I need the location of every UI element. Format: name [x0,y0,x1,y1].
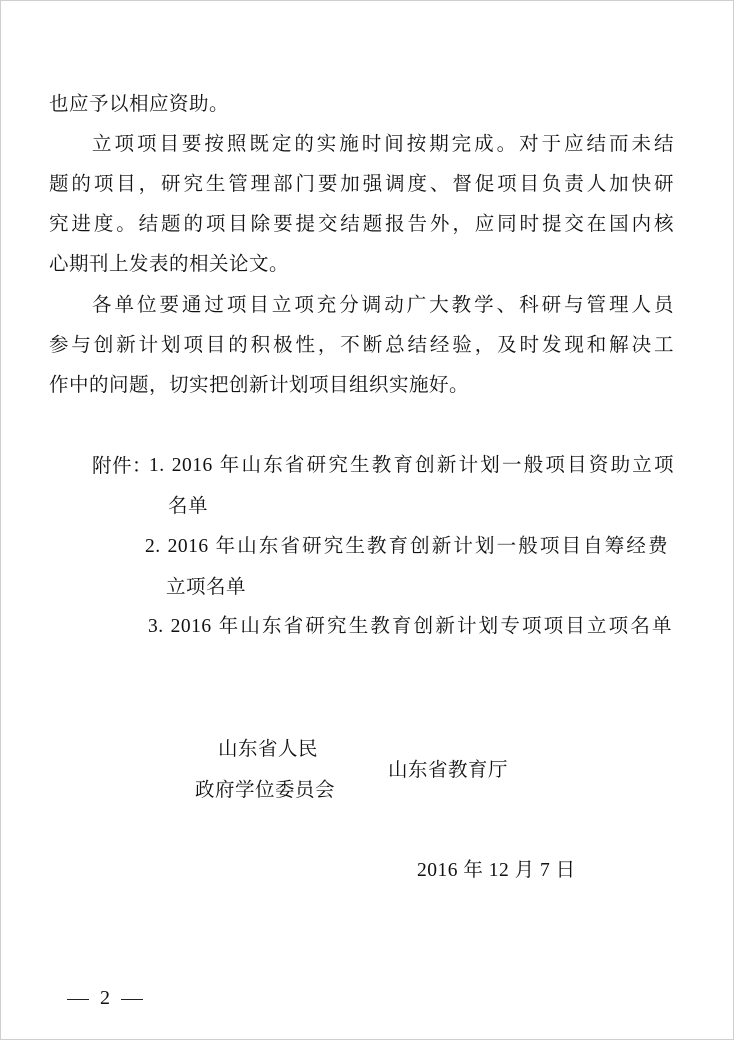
page-number: 2 [100,987,110,1009]
paragraph-2-line-1: 立项项目要按照既定的实施时间按期完成。对于应结而未结 [92,132,674,155]
paragraph-3-line-3: 作中的问题，切实把创新计划项目组织实施好。 [49,373,470,396]
attachments-label: 附件： [92,454,153,477]
paragraph-2-line-2: 题的项目，研究生管理部门要加强调度、督促项目负责人加快研 [49,172,674,195]
issuer-2: 山东省教育厅 [388,758,509,781]
issuer-1-line-1: 山东省人民 [218,737,319,760]
attachment-item-3-line-1: 3. 2016 年山东省研究生教育创新计划专项项目立项名单 [148,616,672,637]
attachment-item-2-line-1: 2. 2016 年山东省研究生教育创新计划一般项目自筹经费 [145,536,668,557]
paragraph-1-end: 也应予以相应资助。 [49,92,230,115]
issue-date: 2016 年 12 月 7 日 [417,860,576,881]
attachment-item-1-line-2: 名单 [168,494,209,517]
footer-dash-left [67,999,89,1001]
paragraph-2-line-4: 心期刊上发表的相关论文。 [49,252,290,275]
attachment-item-1-line-1: 1. 2016 年山东省研究生教育创新计划一般项目资助立项 [149,455,674,476]
page-footer [67,987,143,1010]
paragraph-3-line-2: 参与创新计划项目的积极性，不断总结经验，及时发现和解决工 [49,333,674,356]
footer-dash-right [121,999,143,1001]
paragraph-3-line-1: 各单位要通过项目立项充分调动广大教学、科研与管理人员 [92,293,674,316]
paragraph-2-line-3: 究进度。结题的项目除要提交结题报告外，应同时提交在国内核 [49,212,674,235]
attachment-item-2-line-2: 立项名单 [166,575,247,598]
issuer-1-line-2: 政府学位委员会 [195,778,336,801]
